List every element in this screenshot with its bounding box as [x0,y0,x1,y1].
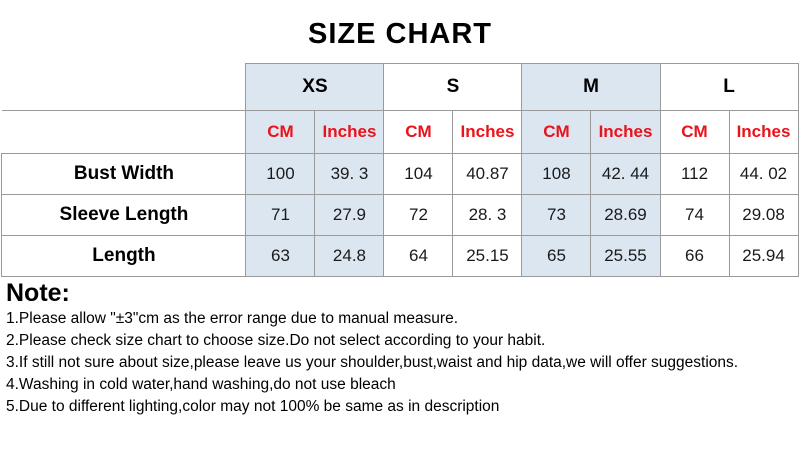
table-header-sizes [2,64,798,111]
table-header-units [2,111,798,154]
table-row [2,154,798,195]
cell-bust-xs-cm: 100 [246,154,315,195]
cell-length-xs-in: 24.8 [315,236,384,277]
cell-length-l-cm: 66 [660,236,729,277]
unit-l-inches: Inches [729,111,798,154]
cell-bust-m-in: 42. 44 [591,154,660,195]
cell-bust-l-in: 44. 02 [729,154,798,195]
row-label-sleeve-length: Sleeve Length [2,195,246,236]
cell-length-xs-cm: 63 [246,236,315,277]
note-line-4: 4.Washing in cold water,hand washing,do not use bleach [6,375,396,393]
note-line-5: 5.Due to different lighting,color may not 100% be same as in description [6,397,500,415]
cell-bust-xs-in: 39. 3 [315,154,384,195]
cell-bust-l-cm: 112 [660,154,729,195]
cell-length-l-in: 25.94 [729,236,798,277]
cell-length-m-in: 25.55 [591,236,660,277]
cell-length-s-cm: 64 [384,236,453,277]
cell-bust-m-cm: 108 [522,154,591,195]
cell-length-s-in: 25.15 [453,236,522,277]
table-row [2,195,798,236]
cell-sleeve-l-in: 29.08 [729,195,798,236]
unit-m-inches: Inches [591,111,660,154]
note-line-2: 2.Please check size chart to choose size.Do not select according to your habit. [6,331,546,349]
size-chart-table [1,63,798,277]
row-label-bust-width: Bust Width [2,154,246,195]
size-header-xs: XS [246,64,384,111]
cell-length-m-cm: 65 [522,236,591,277]
unit-s-inches: Inches [453,111,522,154]
unit-xs-cm: CM [246,111,315,154]
note-heading: Note: [6,279,70,307]
note-line-3: 3.If still not sure about size,please leave us your shoulder,bust,waist and hip data,we will offer suggestions. [6,353,739,371]
cell-sleeve-xs-cm: 71 [246,195,315,236]
cell-sleeve-s-cm: 72 [384,195,453,236]
cell-bust-s-in: 40.87 [453,154,522,195]
note-line-1: 1.Please allow "±3"cm as the error range due to manual measure. [6,309,459,327]
cell-bust-s-cm: 104 [384,154,453,195]
table-row [2,236,798,277]
row-label-length: Length [2,236,246,277]
cell-sleeve-m-cm: 73 [522,195,591,236]
cell-sleeve-s-in: 28. 3 [453,195,522,236]
size-header-m: M [522,64,660,111]
unit-s-cm: CM [384,111,453,154]
table-corner-cell [2,64,246,111]
size-header-s: S [384,64,522,111]
unit-l-cm: CM [660,111,729,154]
unit-xs-inches: Inches [315,111,384,154]
units-corner-cell [2,111,246,154]
cell-sleeve-xs-in: 27.9 [315,195,384,236]
cell-sleeve-l-cm: 74 [660,195,729,236]
page-title: SIZE CHART [308,18,492,50]
note-section [0,277,800,418]
cell-sleeve-m-in: 28.69 [591,195,660,236]
unit-m-cm: CM [522,111,591,154]
size-header-l: L [660,64,798,111]
